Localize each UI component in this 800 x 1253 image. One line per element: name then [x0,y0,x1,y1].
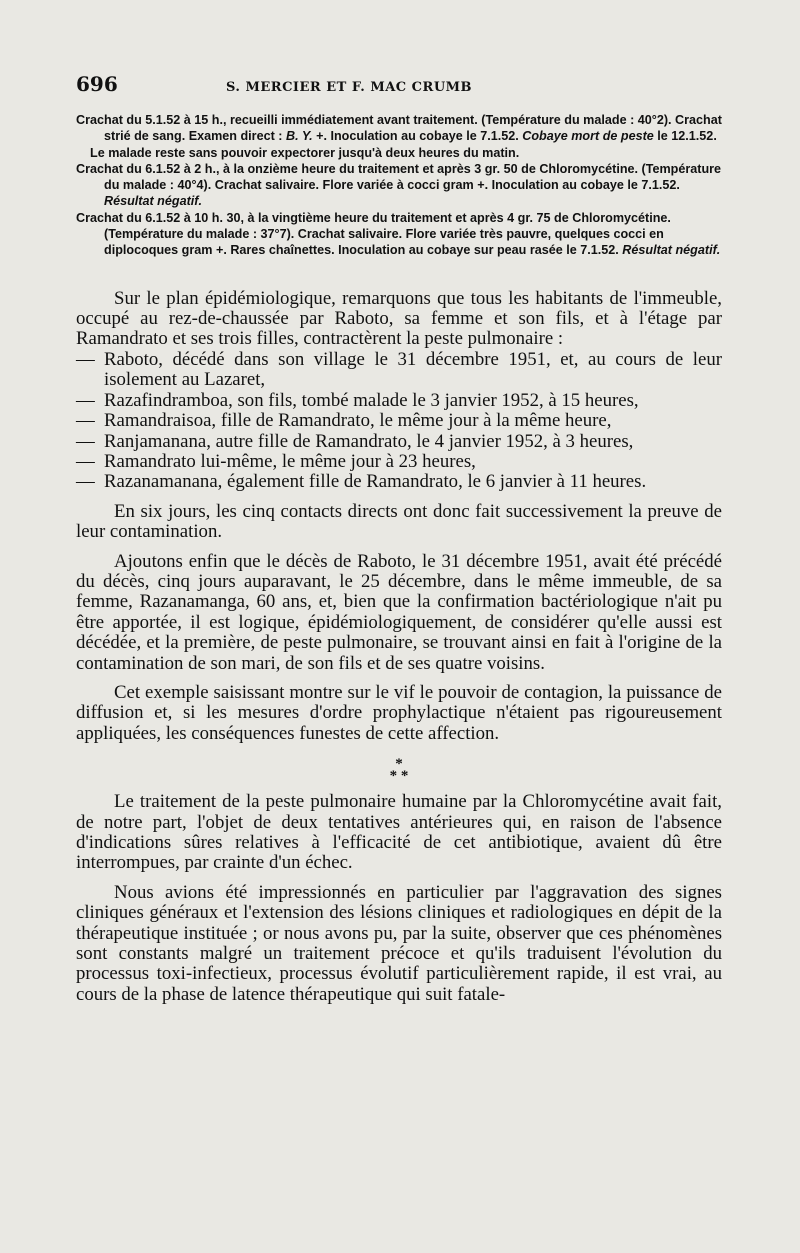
note-1 [76,112,722,145]
list-item-text: Razanamanana, également fille de Ramandrato, le 6 janvier à 11 heures. [104,471,647,493]
note-italic: Résultat négatif. [622,243,721,258]
note-2 [76,145,722,161]
paragraph-4: Cet exemple saisissant montre sur le vif le pouvoir de contagion, la puissance de diffusion et, si les mesures d'ordre prophylactique n'étaient pas rigoureusement appliquées, les conséquences funestes de cette affection. [76,681,722,744]
list-item [76,411,722,431]
note-italic: Résultat négatif. [104,194,202,209]
dash: — [76,430,95,452]
list-item [76,452,722,472]
list-item [76,472,722,492]
section-break [76,756,722,785]
list-item-text: Ramandraisoa, fille de Ramandrato, le même jour à la même heure, [104,410,612,432]
article-body [76,289,722,1006]
note-italic: Cobaye mort de peste [522,129,654,144]
list-item-text: Ranjamanana, autre fille de Ramandrato, le 4 janvier 1952, à 3 heures, [104,430,634,452]
dash: — [76,410,95,432]
dash: — [76,389,95,411]
note-italic: B. Y. [285,129,313,144]
list-item [76,391,722,411]
note-text: +. Inoculation au cobaye le 7.1.52. [312,129,523,144]
note-text: Crachat du 6.1.52 à 10 h. 30, à la vingtième heure du traitement et après 4 gr. 75 de Chloromycétine. (Température du malade : 37°7). Crachat salivaire. Flore variée très pauvre, quelques cocci en diplocoques gram +. Rares chaînettes. Inoculation au cobaye sur peau rasée le 7.1.52. [76,210,671,258]
paragraph-6: Nous avions été impressionnés en particulier par l'aggravation des signes cliniques généraux et l'extension des lésions cliniques et radiologiques en dépit de la thérapeutique instituée ; or nous avons pu, par la suite, observer que ces phénomènes sont constants malgré un traitement précoce et qu'ils traduisent l'évolution du processus toxi-infectieux, processus évolutif particulièrement rapide, il est vrai, au cours de la phase de latence thérapeutique qui suit fatale- [76,881,722,1005]
paragraph-3: Ajoutons enfin que le décès de Raboto, le 31 décembre 1951, avait été précédé du décès, cinq jours auparavant, le 25 décembre, dans le même immeuble, de sa femme, Razanamanga, 60 ans, et, bien que la confirmation bactériologique n'ait pu être apportée, il est logique, épidémiologiquement, de considérer qu'elle aussi est décédée, et la première, de peste pulmonaire, se trouvant ainsi en fait à l'origine de la contamination de son mari, de son fils et de ses quatre voisins. [76,550,722,674]
note-3 [76,161,722,210]
note-text: le 12.1.52. [653,129,717,144]
paragraph-2: En six jours, les cinq contacts directs ont donc fait successivement la preuve de leur contamination. [76,500,722,543]
list-item-text: Raboto, décédé dans son village le 31 décembre 1951, et, au cours de leur isolement au Lazaret, [104,348,722,391]
note-text: Crachat du 6.1.52 à 2 h., à la onzième heure du traitement et après 3 gr. 50 de Chloromycétine. (Température du malade : 40°4). Crachat salivaire. Flore variée à cocci gram +. Inoculation au cobaye le 7.1.52. [76,161,722,193]
note-text: Le malade reste sans pouvoir expectorer jusqu'à deux heures du matin. [90,145,520,160]
dash: — [76,471,95,493]
list-item-text: Ramandrato lui-même, le même jour à 23 heures, [104,450,476,472]
asterism-bottom: * * [389,768,409,785]
asterism-top: * [395,756,403,773]
lab-notes [76,112,722,259]
list-item [76,432,722,452]
running-head: S. MERCIER ET F. MAC CRUMB [226,80,473,95]
page-number: 696 [76,72,118,96]
dash: — [76,450,95,472]
list-item [76,350,722,391]
dash: — [76,348,95,370]
note-4 [76,210,722,259]
list-item-text: Razafindramboa, son fils, tombé malade le 3 janvier 1952, à 15 heures, [104,389,639,411]
page-header [76,72,722,96]
paragraph-5: Le traitement de la peste pulmonaire humaine par la Chloromycétine avait fait, de notre part, l'objet de deux tentatives antérieures qui, en raison de l'absence d'indications sûres relatives à l'efficacité de cet antibiotique, avaient dû être interrompues, par crainte d'un échec. [76,791,722,874]
paragraph-1: Sur le plan épidémiologique, remarquons que tous les habitants de l'immeuble, occupé au rez-de-chaussée par Raboto, sa femme et son fils, et à l'étage par Ramandrato et ses trois filles, contractèrent la peste pulmonaire : [76,287,722,350]
note-text: Crachat du 5.1.52 à 15 h., recueilli immédiatement avant traitement. (Température du malade : 40°2). Crachat strié de sang. Examen direct : [76,113,722,144]
